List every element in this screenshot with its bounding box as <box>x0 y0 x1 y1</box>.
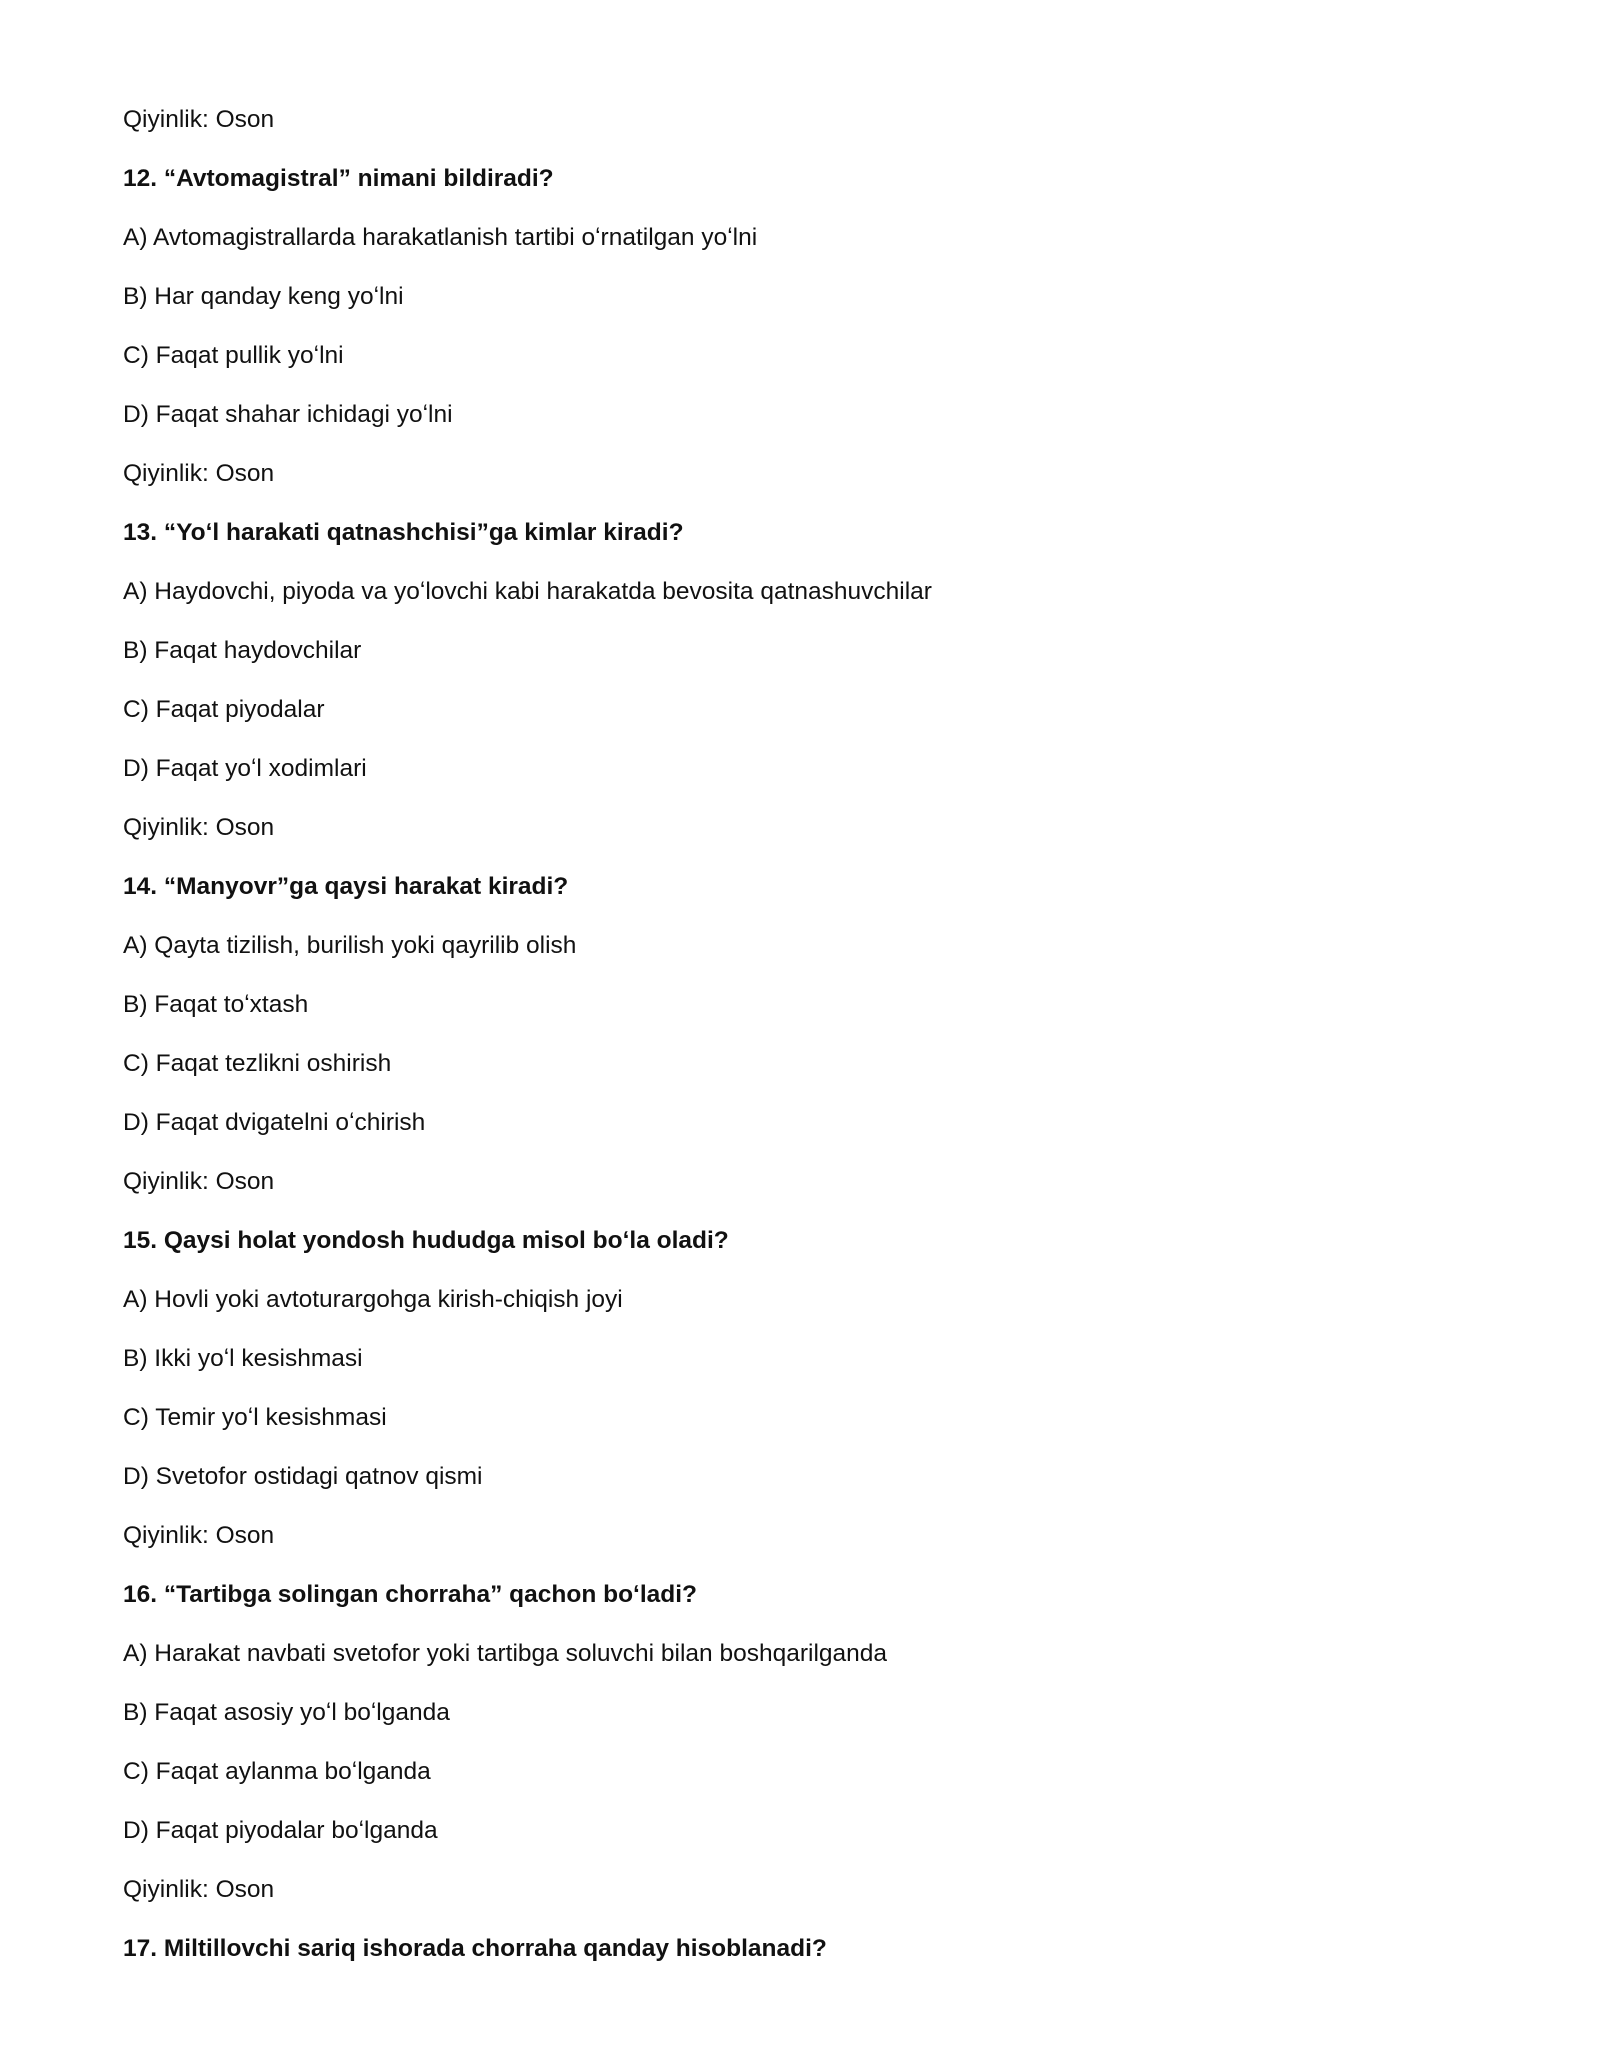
answer-option: B) Ikki yoʻl kesishmasi <box>123 1345 363 1372</box>
answer-option: A) Hovli yoki avtoturargohga kirish-chiqish joyi <box>123 1286 623 1313</box>
question-title: 12. “Avtomagistral” nimani bildiradi? <box>123 165 554 192</box>
difficulty-label: Qiyinlik: Oson <box>123 1522 275 1549</box>
question-block <box>123 158 1523 512</box>
answer-option: C) Faqat piyodalar <box>123 696 325 723</box>
question-title: 16. “Tartibga solingan chorraha” qachon boʻladi? <box>123 1581 698 1608</box>
question-block <box>123 512 1523 866</box>
question-block <box>123 866 1523 1220</box>
question-title: 14. “Manyovr”ga qaysi harakat kiradi? <box>123 873 569 900</box>
difficulty-label: Qiyinlik: Oson <box>123 106 275 133</box>
answer-option: C) Faqat aylanma boʻlganda <box>123 1758 431 1785</box>
answer-option: D) Svetofor ostidagi qatnov qismi <box>123 1463 483 1490</box>
difficulty-label: Qiyinlik: Oson <box>123 814 275 841</box>
answer-option: C) Temir yoʻl kesishmasi <box>123 1404 387 1431</box>
document-page <box>123 99 1523 1987</box>
question-title: 13. “Yoʻl harakati qatnashchisi”ga kimlar kiradi? <box>123 519 684 546</box>
difficulty-label: Qiyinlik: Oson <box>123 460 275 487</box>
question-title: 17. Miltillovchi sariq ishorada chorraha qanday hisoblanadi? <box>123 1935 827 1962</box>
answer-option: C) Faqat tezlikni oshirish <box>123 1050 392 1077</box>
question-block <box>123 1574 1523 1928</box>
answer-option: B) Har qanday keng yoʻlni <box>123 283 404 310</box>
answer-option: B) Faqat toʻxtash <box>123 991 309 1018</box>
answer-option: D) Faqat piyodalar boʻlganda <box>123 1817 438 1844</box>
answer-option: A) Haydovchi, piyoda va yoʻlovchi kabi harakatda bevosita qatnashuvchilar <box>123 578 932 605</box>
difficulty-label: Qiyinlik: Oson <box>123 1876 275 1903</box>
answer-option: D) Faqat dvigatelni oʻchirish <box>123 1109 426 1136</box>
question-title: 15. Qaysi holat yondosh hududga misol boʻla oladi? <box>123 1227 729 1254</box>
answer-option: B) Faqat haydovchilar <box>123 637 362 664</box>
answer-option: A) Harakat navbati svetofor yoki tartibga soluvchi bilan boshqarilganda <box>123 1640 888 1667</box>
answer-option: C) Faqat pullik yoʻlni <box>123 342 344 369</box>
question-block <box>123 1220 1523 1574</box>
answer-option: A) Qayta tizilish, burilish yoki qayrilib olish <box>123 932 577 959</box>
difficulty-label: Qiyinlik: Oson <box>123 1168 275 1195</box>
answer-option: D) Faqat yoʻl xodimlari <box>123 755 367 782</box>
answer-option: B) Faqat asosiy yoʻl boʻlganda <box>123 1699 450 1726</box>
answer-option: A) Avtomagistrallarda harakatlanish tartibi oʻrnatilgan yoʻlni <box>123 224 758 251</box>
answer-option: D) Faqat shahar ichidagi yoʻlni <box>123 401 453 428</box>
